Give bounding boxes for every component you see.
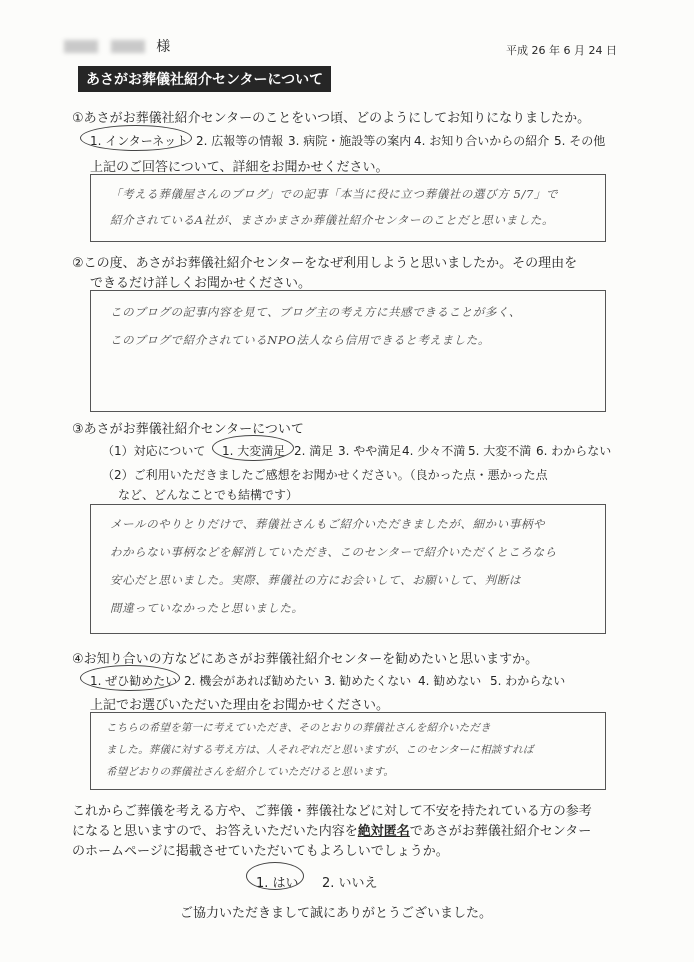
q3-answer-line-4: 間違っていなかったと思いました。 (110, 601, 304, 615)
q1-selected-circle (80, 125, 192, 151)
q1-option-2: 2. 広報等の情報 (196, 134, 284, 148)
q1-answer-box (90, 174, 606, 242)
q1-question: ①あさがお葬儀社紹介センターのことをいつ頃、どのようにしてお知りになりましたか。 (72, 111, 591, 126)
q4-option-4: 4. 勧めない (418, 674, 482, 688)
q3-sub2-line-1: （2）ご利用いただきましたご感想をお聞かせください。（良かった点・悪かった点 (102, 468, 548, 482)
publish-selected-circle (246, 862, 304, 890)
closing-line-2-start: になると思いますので、お答えいただいた内容を (72, 824, 358, 839)
q4-detail-prompt: 上記でお選びいただいた理由をお聞かせください。 (90, 698, 390, 713)
q3-answer-line-2: わからない事柄などを解消していただき、このセンターで紹介いただくところなら (110, 545, 557, 559)
q3-answer-line-1: メールのやりとりだけで、葬儀社さんもご紹介いただきましたが、細かい事柄や (110, 517, 546, 531)
q3-option-3: 3. やや満足 (338, 444, 402, 458)
q4-option-2: 2. 機会があれば勧めたい (184, 674, 320, 688)
q3-option-4: 4. 少々不満 (402, 444, 466, 458)
q1-option-5: 5. その他 (554, 134, 606, 148)
q4-answer-line-1: こちらの希望を第一に考えていただき、そのとおりの葬儀社さんを紹介いただき (106, 722, 491, 734)
q3-option-1: 1. 大変満足 (222, 444, 286, 458)
q3-option-6: 6. わからない (536, 444, 612, 458)
redacted-name-2 (111, 40, 145, 53)
q1-option-4: 4. お知り合いからの紹介 (414, 134, 550, 148)
publish-option-yes: 1. はい (256, 876, 299, 891)
form-date: 平成 26 年 6 月 24 日 (506, 44, 617, 57)
q3-option-2: 2. 満足 (294, 444, 334, 458)
section-title: あさがお葬儀社紹介センターについて (78, 66, 331, 92)
q4-question: ④お知り合いの方などにあさがお葬儀社紹介センターを勧めたいと思いますか。 (72, 652, 539, 667)
closing-line-2-end: であさがお葬儀社紹介センター (409, 824, 592, 839)
q1-option-1: 1. インターネット (90, 134, 189, 148)
q3-selected-circle (212, 435, 294, 461)
q3-question: ③あさがお葬儀社紹介センターについて (72, 422, 304, 437)
thanks-message: ご協力いただきまして誠にありがとうございました。 (180, 906, 493, 921)
anonymous-emphasis: 絶対匿名 (357, 824, 410, 839)
closing-line-2 (72, 820, 591, 839)
q3-sub1-label: （1）対応について (102, 444, 206, 458)
q2-question-line-2: できるだけ詳しくお聞かせください。 (90, 276, 312, 291)
q1-detail-prompt: 上記のご回答について、詳細をお聞かせください。 (90, 160, 389, 175)
q4-answer-line-2: ました。葬儀に対する考え方は、人それぞれだと思いますが、このセンターに相談すれば (106, 744, 534, 756)
q1-answer-line-2: 紹介されているA社が、まさかまさか葬儀社紹介センターのことだと思いました。 (110, 213, 555, 227)
q4-option-1: 1. ぜひ勧めたい (90, 674, 178, 688)
q2-answer-line-2: このブログで紹介されているNPO法人なら信用できると考えました。 (110, 333, 490, 347)
closing-line-3: のホームページに掲載させていただいてもよろしいでしょうか。 (72, 844, 449, 859)
q2-question-line-1: ②この度、あさがお葬儀社紹介センターをなぜ利用しようと思いましたか。その理由を (72, 256, 578, 271)
q1-option-3: 3. 病院・施設等の案内 (288, 134, 412, 148)
q2-answer-line-1: このブログの記事内容を見て、ブログ主の考え方に共感できることが多く、 (110, 305, 521, 319)
q3-answer-line-3: 安心だと思いました。実際、葬儀社の方にお会いして、お願いして、判断は (110, 573, 521, 587)
q4-option-3: 3. 勧めたくない (324, 674, 412, 688)
q1-answer-line-1: 「考える葬儀屋さんのブログ」での記事「本当に役に立つ葬儀社の選び方 5/7」で (110, 187, 559, 201)
closing-line-1: これからご葬儀を考える方や、ご葬儀・葬儀社などに対して不安を持たれている方の参考 (72, 804, 592, 819)
q3-sub2-line-2: など、どんなことでも結構です） (118, 488, 299, 502)
redacted-name-1 (64, 40, 98, 53)
recipient-name (64, 36, 170, 56)
q4-selected-circle (80, 665, 180, 691)
q4-option-5: 5. わからない (490, 674, 566, 688)
q4-answer-line-3: 希望どおりの葬儀社さんを紹介していただけると思います。 (106, 766, 395, 778)
name-suffix: 様 (156, 39, 171, 55)
publish-option-no: 2. いいえ (322, 876, 378, 891)
q3-option-5: 5. 大変不満 (468, 444, 532, 458)
